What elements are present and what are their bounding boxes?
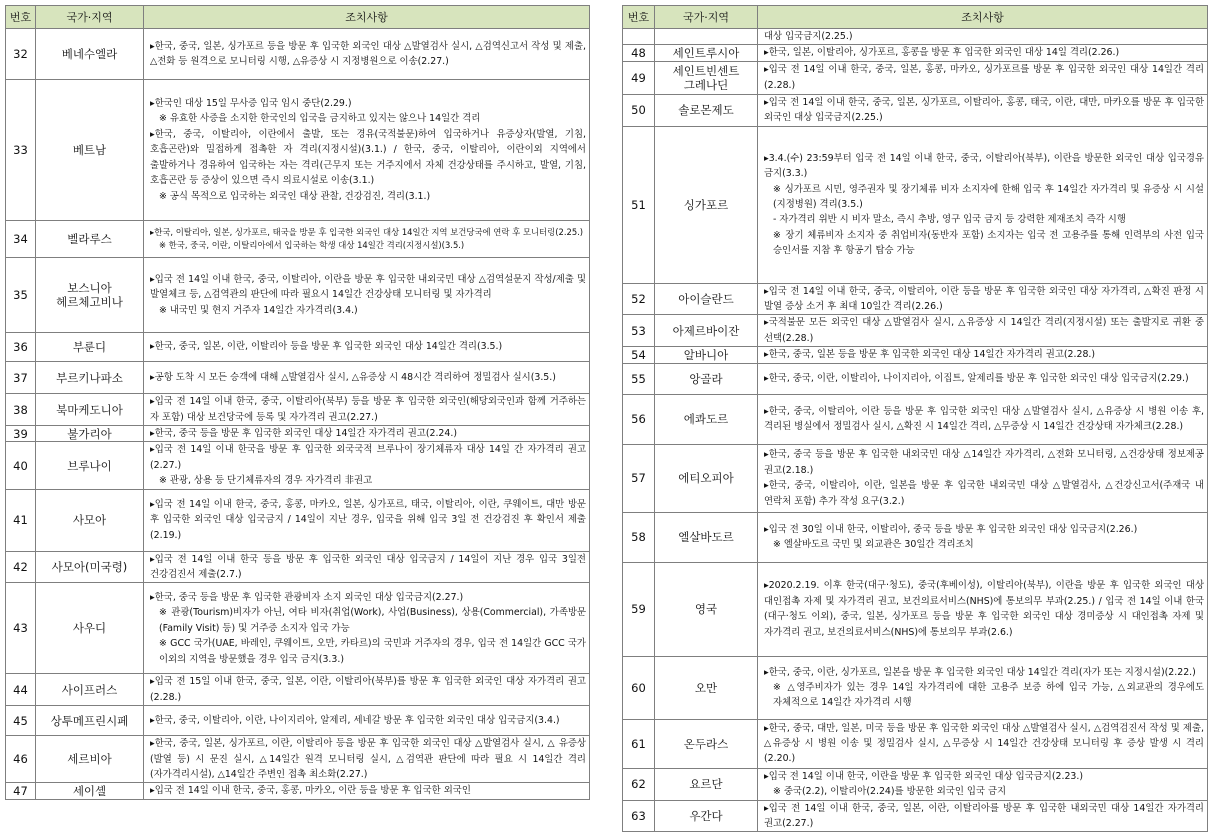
table-row [623, 768, 1208, 800]
measure-item: ▸입국 전 14일 이내 한국, 중국, 이탈리아, 이란을 방문 후 입국한 내외국민 대상 △검역설문지 작성/제출 및 발열체크 등, △검역관의 판단에 따라 필요시 14일간 건강상태 모니터링 및 자가격리 [150, 273, 586, 301]
measure-item: ▸한국, 중국 등을 방문 후 입국한 내외국민 대상 △14일간 자가격리, △전화 모니터링, △건강상태 정보제공 권고(2.18.) [764, 449, 1204, 476]
table-row [6, 583, 590, 674]
table-row [623, 719, 1208, 768]
measure-cell [758, 315, 1208, 347]
measure-cell [758, 347, 1208, 363]
measure-item: ▸한국, 중국, 일본 등을 방문 후 입국한 외국인 대상 14일간 자가격리 권고(2.28.) [764, 349, 1096, 361]
country-name: 싱가포르 [655, 126, 758, 283]
measure-item: ▸한국, 중국, 이란, 이탈리아, 나이지리아, 이집트, 알제리를 방문 후 입국한 외국인 대상 입국금지(2.29.) [764, 372, 1189, 384]
left-measures-table [5, 5, 590, 800]
country-name: 알바니아 [655, 347, 758, 363]
table-row [6, 80, 590, 221]
row-number: 45 [6, 706, 36, 736]
country-name: 사이프러스 [36, 674, 144, 706]
measure-cell [144, 362, 590, 394]
table-row [623, 94, 1208, 126]
measure-note: ※ 관광, 상용 등 단기체류자의 경우 자가격리 非권고 [159, 475, 373, 487]
measure-cell [144, 258, 590, 333]
measure-item: ▸한국, 중국, 대만, 일본, 미국 등을 방문 후 입국한 외국인 대상 △발열검사 실시, △검역검진서 작성 및 제출, △유증상 시 병원 이송 및 정밀검사 실시, △무증상 시 14일간 건강상태 모니터링 후 증상 발생 시 격리(2.20.) [764, 722, 1204, 765]
row-number: 50 [623, 94, 655, 126]
measure-item: ▸3.4.(수) 23:59부터 입국 전 14일 이내 한국, 중국, 이탈리아(북부), 이란을 방문한 외국인 대상 입국경유 금지(3.3.) [764, 152, 1204, 180]
measure-item: ▸입국 전 14일 이내 한국, 중국, 홍콩, 마카오, 일본, 싱가포르, 태국, 이탈리아, 이란, 쿠웨이트, 대만 방문 후 입국한 외국인 대상 입국금지 / 14일이 지난 경우, 입국을 위해 입국 3일 전 건강검진 후 확인서 제출(2.19.) [150, 499, 586, 541]
header-number: 번호 [6, 6, 36, 29]
measure-item: ▸2020.2.19. 이후 한국(대구·청도), 중국(후베이성), 이탈리아(북부), 이란을 방문 후 입국한 외국인 대상 대인접촉 자제 및 자가격리 권고, 보건의료서비스(NHS)에 통보의무 부과(2.25.) / 입국 전 14일 이내 한국(대구·청도 이외), 중국, 일본, 싱가포르 등을 방문 후 입국한 외국인 대상 경미증상 시 대인접촉 자제 및 자가격리 권고, 보건의료서비스(NHS)에 통보의무 부과(2.6.) [764, 580, 1204, 638]
measure-item: ▸한국, 중국, 이탈리아, 이란, 나이지리아, 알제리, 세네갈 방문 후 입국한 외국인 대상 입국금지(3.4.) [150, 715, 560, 727]
measure-item: ▸한국인 대상 15일 무사증 입국 임시 중단(2.29.) [150, 98, 352, 110]
table-row [6, 674, 590, 706]
row-number: 40 [6, 442, 36, 489]
table-row [6, 783, 590, 799]
header-country: 국가·지역 [36, 6, 144, 29]
country-name: 북마케도니아 [36, 394, 144, 426]
table-row [623, 126, 1208, 283]
country-name: 엘살바도르 [655, 512, 758, 562]
table-row [623, 45, 1208, 61]
measure-cell [758, 45, 1208, 61]
country-name: 오만 [655, 656, 758, 719]
measure-note: ※ 공식 목적으로 입국하는 외국인 대상 관찰, 건강검진, 격리(3.1.) [159, 190, 431, 202]
country-name: 불가리아 [36, 426, 144, 442]
measure-cell [144, 221, 590, 258]
measure-item: ▸한국, 중국, 이탈리아, 이란, 일본을 방문 후 입국한 내외국민 대상 △발열검사, △건강신고서(주재국 내 연락처 포함) 추가 작성 요구(3.2.) [764, 480, 1204, 507]
measure-note: ※ 장기 체류비자 소지자 중 취업비자(동반자 포함) 소지자는 입국 전 고용주를 통해 인력부의 사전 입국 승인서를 지참 후 항공기 탑승 가능 [773, 229, 1204, 257]
country-name: 베트남 [36, 80, 144, 221]
row-number: 51 [623, 126, 655, 283]
country-name: 부르키나파소 [36, 362, 144, 394]
measure-cell [758, 444, 1208, 512]
table-row [623, 562, 1208, 656]
measure-cell [758, 126, 1208, 283]
row-number: 33 [6, 80, 36, 221]
row-number: 32 [6, 29, 36, 80]
measure-cell [144, 426, 590, 442]
row-number: 59 [623, 562, 655, 656]
country-name: 베네수엘라 [36, 29, 144, 80]
country-name: 세르비아 [36, 736, 144, 783]
row-number: 58 [623, 512, 655, 562]
measure-item: ▸입국 전 14일 이내 한국, 이란을 방문 후 입국한 외국인 대상 입국금지(2.23.) [764, 770, 1084, 782]
measure-item: ▸입국 전 15일 이내 한국, 중국, 일본, 이란, 이탈리아(북부)를 방문 후 입국한 외국인 대상 자가격리 권고(2.28.) [150, 676, 586, 703]
table-row [623, 29, 1208, 45]
row-number: 36 [6, 333, 36, 362]
measure-note: ※ GCC 국가(UAE, 바레인, 쿠웨이트, 오만, 카타르)의 국민과 거주자의 경우, 입국 전 14일간 GCC 국가 이외의 지역을 방문했을 경우 입국 금지(3.3.) [159, 638, 586, 665]
measure-item: ▸입국 전 14일 이내 한국, 중국, 일본, 이란, 이탈리아를 방문 후 입국한 내외국민 대상 14일간 자가격리 권고(2.27.) [764, 802, 1204, 830]
table-row [623, 315, 1208, 347]
row-number: 39 [6, 426, 36, 442]
country-name: 영국 [655, 562, 758, 656]
table-row [623, 656, 1208, 719]
country-name: 사우디 [36, 583, 144, 674]
table-row [6, 362, 590, 394]
table-row [623, 347, 1208, 363]
measure-cell [758, 363, 1208, 394]
country-name: 에콰도르 [655, 394, 758, 444]
measure-cell [758, 61, 1208, 94]
measure-cell [144, 706, 590, 736]
header-measures: 조치사항 [758, 6, 1208, 29]
table-row [623, 363, 1208, 394]
country-name: 우간다 [655, 800, 758, 832]
row-number: 47 [6, 783, 36, 799]
measure-cell [144, 583, 590, 674]
table-row [6, 258, 590, 333]
measure-cell [144, 736, 590, 783]
country-name: 앙골라 [655, 363, 758, 394]
measure-item: ▸한국, 이탈리아, 일본, 싱가포르, 태국을 방문 후 입국한 외국인 대상 14일간 지역 보건당국에 연락 후 모니터링(2.25.) [150, 226, 584, 237]
measure-item: ▸입국 전 14일 이내 한국 등을 방문 후 입국한 외국인 대상 입국금지 / 14일이 지난 경우 입국 3일전 건강검진서 제출(2.7.) [150, 553, 586, 581]
table-row [623, 444, 1208, 512]
measure-cell [144, 551, 590, 583]
country-name: 사모아 [36, 489, 144, 551]
measure-cell [144, 783, 590, 799]
row-number: 46 [6, 736, 36, 783]
row-number: 53 [623, 315, 655, 347]
table-row [623, 283, 1208, 315]
country-name: 세인트빈센트 그레나딘 [655, 61, 758, 94]
country-name: 브루나이 [36, 442, 144, 489]
measure-cell [758, 562, 1208, 656]
measure-item: ▸한국, 중국, 일본, 싱가포르, 이란, 이탈리아 등을 방문 후 입국한 외국인 대상 △발열검사 실시, △ 유증상(발열 등) 시 문진 실시, △14일간 원격 모니터링 실시, △검역관 판단에 따라 필요 시 14일간 격리(자가격리시설), △14일간 주변인 접촉 최소화(2.27.) [150, 738, 586, 781]
row-number: 60 [623, 656, 655, 719]
table-row [623, 61, 1208, 94]
row-number: 63 [623, 800, 655, 832]
table-row [6, 333, 590, 362]
country-name: 부룬디 [36, 333, 144, 362]
country-name: 아제르바이잔 [655, 315, 758, 347]
row-number: 37 [6, 362, 36, 394]
table-row [6, 221, 590, 258]
measure-cell [144, 29, 590, 80]
table-row [623, 800, 1208, 832]
table-row [623, 394, 1208, 444]
measure-item: ▸한국, 중국, 일본, 이란, 이탈리아 등을 방문 후 입국한 외국인 대상 14일간 격리(3.5.) [150, 341, 503, 353]
country-name: 벨라루스 [36, 221, 144, 258]
measure-item: 대상 입국금지(2.25.) [764, 31, 853, 42]
measure-note: ※ 중국(2.2), 이탈리아(2.24)를 방문한 외국인 입국 금지 [773, 786, 1007, 798]
table-row [6, 29, 590, 80]
measure-item: ▸입국 전 14일 이내 한국, 중국, 이탈리아(북부) 등을 방문 후 입국한 외국인(해당외국인과 함께 거주하는 자 포함) 대상 보건당국에 등록 및 자가격리 권고(2.27.) [150, 396, 586, 423]
measure-note: ※ 싱가포르 시민, 영주권자 및 장기체류 비자 소지자에 한해 입국 후 14일간 자가격리 및 유증상 시 시설(지정병원) 격리(3.5.) [773, 183, 1204, 210]
measure-note: ※ 관광(Tourism)비자가 아닌, 여타 비자(취업(Work), 사업(Business), 상용(Commercial), 가족방문(Family Visit) 등) 및 거주증 소지자 입국 가능 [159, 607, 586, 634]
header-country: 국가·지역 [655, 6, 758, 29]
row-number: 57 [623, 444, 655, 512]
measure-item: ▸공항 도착 시 모든 승객에 대해 △발열검사 실시, △유증상 시 48시간 격리하여 정밀검사 실시(3.5.) [150, 371, 556, 383]
measure-item: ▸한국, 중국, 이란, 싱가포르, 일본을 방문 후 입국한 외국인 대상 14일간 격리(자가 또는 지정시설)(2.22.) [764, 666, 1196, 678]
measure-item: ▸한국, 중국 등을 방문 후 입국한 외국인 대상 14일간 자가격리 권고(2.24.) [150, 428, 457, 439]
table-row [6, 442, 590, 489]
country-name: 세인트루시아 [655, 45, 758, 61]
country-name: 에티오피아 [655, 444, 758, 512]
table-row [6, 551, 590, 583]
measure-cell [758, 512, 1208, 562]
measure-cell [758, 800, 1208, 832]
measure-item: ▸국적불문 모든 외국인 대상 △발열검사 실시, △유증상 시 14일간 격리(지정시설) 또는 출발지로 귀환 중 선택(2.28.) [764, 317, 1204, 344]
measure-note: ※ 유효한 사증을 소지한 한국인의 입국을 금지하고 있지는 않으나 14일간 격리 [159, 113, 481, 125]
table-header-row [6, 6, 590, 29]
measure-cell [144, 442, 590, 489]
measure-item: ▸입국 전 14일 이내 한국, 중국, 일본, 홍콩, 마카오, 싱가포르를 방문 후 입국한 외국인 대상 14일간 격리(2.28.) [764, 64, 1204, 91]
row-number: 35 [6, 258, 36, 333]
table-row [6, 426, 590, 442]
country-name: 세이셸 [36, 783, 144, 799]
measure-cell [144, 674, 590, 706]
row-number: 41 [6, 489, 36, 551]
country-name: 아이슬란드 [655, 283, 758, 315]
measure-item: ▸한국, 중국 등을 방문 후 입국한 관광비자 소지 외국인 대상 입국금지(2.27.) [150, 591, 464, 603]
row-number: 61 [623, 719, 655, 768]
table-row [623, 512, 1208, 562]
measure-cell [758, 94, 1208, 126]
measure-cell [758, 656, 1208, 719]
country-name: 솔로몬제도 [655, 94, 758, 126]
country-name: 온두라스 [655, 719, 758, 768]
measure-cell [758, 719, 1208, 768]
measure-item: ▸입국 전 14일 이내 한국, 중국, 일본, 싱가포르, 이탈리아, 홍콩, 태국, 이란, 대만, 마카오를 방문 후 입국한 외국인 대상 입국금지(2.25.) [764, 96, 1204, 124]
row-number: 55 [623, 363, 655, 394]
row-number: 42 [6, 551, 36, 583]
measure-item: ▸입국 전 14일 이내 한국을 방문 후 입국한 외국국적 브루나이 장기체류자 대상 14일 간 자가격리 권고(2.27.) [150, 444, 586, 471]
row-number: 44 [6, 674, 36, 706]
row-number: 52 [623, 283, 655, 315]
measure-subitem: - 자가격리 위반 시 비자 말소, 즉시 추방, 영구 입국 금지 등 강력한 제재조치 즉각 시행 [773, 214, 1126, 226]
table-row [6, 706, 590, 736]
row-number: 56 [623, 394, 655, 444]
country-name: 사모아(미국령) [36, 551, 144, 583]
measure-note: ※ 엘살바도르 국민 및 외교관은 30일간 격리조치 [773, 539, 974, 551]
measure-item: ▸입국 전 30일 이내 한국, 이탈리아, 중국 등을 방문 후 입국한 외국인 대상 입국금지(2.26.) [764, 523, 1138, 535]
country-name: 상투메프린시페 [36, 706, 144, 736]
country-name: 보스니아 헤르체고비나 [36, 258, 144, 333]
row-number: 34 [6, 221, 36, 258]
measure-item: ▸한국, 중국, 이탈리아, 이란에서 출발, 또는 경유(국적불문)하여 입국하거나 유증상자(발열, 기침, 호흡곤란)와 밀접하게 접촉한 자 격리(지정시설)(3.1.) / 한국, 중국, 이탈리아, 이란이외 지역에서 출발하거나 경유하여 입국하는 자는 격리(근무지 또는 거주지에서 자체 건강상태를 주시하고, 발열, 기침, 호흡곤란 등 증상이 있으면 즉시 의료시설로 이송(3.1.) [150, 128, 586, 187]
measure-cell [144, 394, 590, 426]
measure-item: ▸입국 전 14일 이내 한국, 중국, 이탈리아, 이란 등을 방문 후 입국한 외국인 대상 자가격리, △확진 판정 시 발열 증상 소거 후 최대 10일간 격리(2.26.) [764, 285, 1204, 313]
row-number [623, 29, 655, 45]
header-measures: 조치사항 [144, 6, 590, 29]
table-row [6, 394, 590, 426]
table-header-row [623, 6, 1208, 29]
row-number: 38 [6, 394, 36, 426]
table-row [6, 489, 590, 551]
measure-note: ※ △영주비자가 있는 경우 14일 자가격리에 대한 고용주 보증 하에 입국 가능, △외교관의 경우에도 자체적으로 14일간 자가격리 시행 [773, 681, 1204, 709]
country-name: 요르단 [655, 768, 758, 800]
measure-cell [758, 768, 1208, 800]
row-number: 43 [6, 583, 36, 674]
row-number: 48 [623, 45, 655, 61]
measure-item: ▸한국, 중국, 이탈리아, 이란 등을 방문 후 입국한 외국인 대상 △발열검사 실시, △유증상 시 병원 이송 후, 격리된 병실에서 정밀검사 실시, △확진 시 14일간 격리, △무증상 시 14일간 건강상태 자가체크(2.28.) [764, 405, 1204, 433]
measure-item: ▸한국, 일본, 이탈리아, 싱가포르, 홍콩을 방문 후 입국한 외국인 대상 14일 격리(2.26.) [764, 47, 1120, 59]
measure-cell [144, 333, 590, 362]
row-number: 62 [623, 768, 655, 800]
measure-item: ▸입국 전 14일 이내 한국, 중국, 홍콩, 마카오, 이란 등을 방문 후 입국한 외국인 [150, 785, 471, 797]
measure-cell [144, 489, 590, 551]
measure-cell [758, 394, 1208, 444]
measure-cell [758, 283, 1208, 315]
row-number: 54 [623, 347, 655, 363]
measure-cell [758, 29, 1208, 45]
measure-item: ▸한국, 중국, 일본, 싱가포르 등을 방문 후 입국한 외국인 대상 △발열검사 실시, △검역신고서 작성 및 제출, △전화 등 원격으로 모니터링 시행, △유증상 시 지정병원으로 이송(2.27.) [150, 40, 586, 67]
measure-note: ※ 한국, 중국, 이란, 이탈리아에서 입국하는 학생 대상 14일간 격리(지정시설)(3.5.) [159, 240, 465, 250]
right-measures-table [622, 5, 1208, 832]
table-row [6, 736, 590, 783]
measure-note: ※ 내국민 및 현지 거주자 14일간 자가격리(3.4.) [159, 304, 358, 316]
measure-cell [144, 80, 590, 221]
row-number: 49 [623, 61, 655, 94]
country-name [655, 29, 758, 45]
header-number: 번호 [623, 6, 655, 29]
